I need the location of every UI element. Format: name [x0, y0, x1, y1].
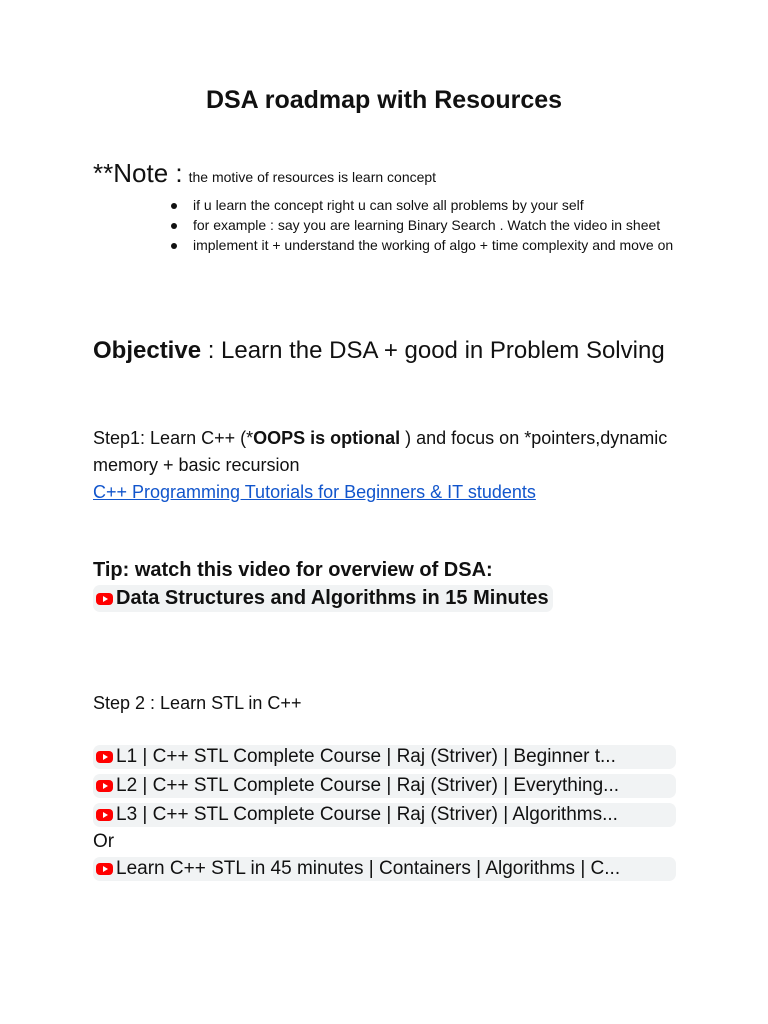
note-text: the motive of resources is learn concept	[188, 169, 437, 185]
stl-video-chip-1[interactable]	[93, 745, 676, 769]
step1-section	[93, 425, 693, 506]
dsa-video-chip[interactable]	[93, 585, 553, 612]
stl-alt-video-chip[interactable]	[93, 857, 676, 881]
stl-video-chip-3[interactable]	[93, 803, 676, 827]
page-title: DSA roadmap with Resources	[205, 86, 563, 114]
step1-bold-text: OOPS is optional	[253, 428, 401, 448]
stl-video-chip-label: L1 | C++ STL Complete Course | Raj (Striver) | Beginner t...	[116, 746, 616, 767]
stl-video-chip-label: L2 | C++ STL Complete Course | Raj (Striver) | Everything...	[116, 775, 620, 796]
note-bullet: if u learn the concept right u can solve all problems by your self	[168, 195, 688, 215]
stl-video-chip-2[interactable]	[93, 774, 676, 798]
cpp-tutorials-link[interactable]: C++ Programming Tutorials for Beginners & IT students	[93, 482, 536, 502]
step1-text-before: Step1: Learn C++ (*	[93, 428, 254, 448]
tip-heading: Tip: watch this video for overview of DSA:	[93, 559, 493, 581]
youtube-icon	[96, 780, 113, 792]
objective-label: Objective	[93, 337, 202, 364]
youtube-icon	[96, 593, 113, 605]
youtube-icon	[96, 863, 113, 875]
note-bullet: for example : say you are learning Binary Search . Watch the video in sheet	[168, 215, 688, 235]
note-label: **Note :	[93, 158, 183, 188]
youtube-icon	[96, 751, 113, 763]
or-label: Or	[93, 831, 115, 852]
step2-heading: Step 2 : Learn STL in C++	[93, 693, 302, 713]
step1-paragraph	[93, 425, 693, 479]
note-row	[93, 158, 436, 189]
stl-alt-video-chip-label: Learn C++ STL in 45 minutes | Containers | Algorithms | C...	[116, 858, 621, 879]
note-bullet-list	[168, 195, 688, 255]
step1-text-after: ) and focus on *pointers,dynamic memory + basic recursion	[93, 428, 668, 475]
stl-video-chip-label: L3 | C++ STL Complete Course | Raj (Striver) | Algorithms...	[116, 804, 618, 825]
dsa-video-chip-label: Data Structures and Algorithms in 15 Minutes	[116, 587, 549, 609]
objective-paragraph	[93, 335, 673, 366]
youtube-icon	[96, 809, 113, 821]
objective-text: : Learn the DSA + good in Problem Solving	[201, 337, 665, 364]
note-bullet: implement it + understand the working of algo + time complexity and move on	[168, 235, 688, 255]
